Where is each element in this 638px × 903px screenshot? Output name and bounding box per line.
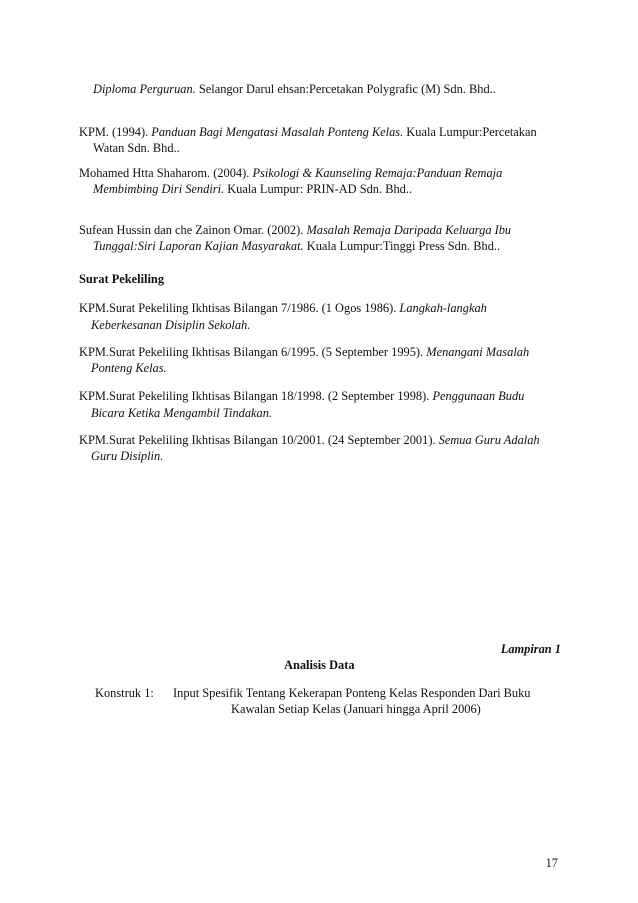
construct-description-line-2: Kawalan Setiap Kelas (Januari hingga April 2006) [231,702,481,716]
circular-citation: KPM.Surat Pekeliling Ikhtisas Bilangan 10/2001. (24 September 2001). [79,433,439,447]
circular-1-line-2 [91,361,167,376]
circular-3-line-2 [91,449,163,464]
reference-2-line-2 [93,182,412,197]
circular-1-line-1 [79,345,529,360]
circular-citation: KPM.Surat Pekeliling Ikhtisas Bilangan 18/1998. (2 September 1998). [79,389,433,403]
reference-2-line-1 [79,166,502,181]
reference-publisher: Kuala Lumpur:Percetakan [403,125,537,139]
circular-title: Penggunaan Budu [432,389,525,403]
circular-0-line-2 [91,318,250,333]
circular-title-cont: Keberkesanan Disiplin Sekolah. [91,318,251,332]
reference-author: Sufean Hussin dan che Zainon Omar. (2002). [79,223,307,237]
circular-0-line-1 [79,301,487,316]
reference-title: Masalah Remaja Daripada Keluarga Ibu [306,223,512,237]
reference-author: KPM. (1994). [79,125,152,139]
circular-citation: KPM.Surat Pekeliling Ikhtisas Bilangan 6/1995. (5 September 1995). [79,345,427,359]
circular-title: Semua Guru Adalah [438,433,540,447]
reference-3-line-1 [79,223,511,238]
reference-1-line-1 [79,125,537,140]
reference-publisher: Selangor Darul ehsan:Percetakan Polygrafic (M) Sdn. Bhd.. [195,82,496,96]
reference-title: Panduan Bagi Mengatasi Masalah Ponteng Kelas. [151,125,404,139]
reference-publisher: Kuala Lumpur:Tinggi Press Sdn. Bhd.. [303,239,501,253]
reference-title-cont: Membimbing Diri Sendiri. [93,182,225,196]
appendix-title: Analisis Data [284,658,355,672]
circular-citation: KPM.Surat Pekeliling Ikhtisas Bilangan 7/1986. (1 Ogos 1986). [79,301,400,315]
page-number: 17 [545,856,558,870]
construct-description-line-1: Input Spesifik Tentang Kekerapan Ponteng Kelas Responden Dari Buku [173,686,531,700]
reference-3-line-2 [93,239,500,254]
circular-2-line-1 [79,389,524,404]
construct-label: Konstruk 1: [95,686,154,700]
section-heading-circulars: Surat Pekeliling [79,272,165,286]
circular-3-line-1 [79,433,540,448]
circular-2-line-2 [91,406,272,421]
circular-title-cont: Guru Disiplin. [91,449,164,463]
reference-0-line-1 [93,82,496,97]
reference-author: Mohamed Htta Shaharom. (2004). [79,166,253,180]
appendix-label: Lampiran 1 [500,642,561,656]
circular-title-cont: Ponteng Kelas. [91,361,167,375]
circular-title-cont: Bicara Ketika Mengambil Tindakan. [91,406,273,420]
reference-title: Diploma Perguruan. [93,82,196,96]
reference-title: Psikologi & Kaunseling Remaja:Panduan Remaja [252,166,503,180]
circular-title: Langkah-langkah [399,301,487,315]
reference-publisher-cont: Watan Sdn. Bhd.. [93,141,180,155]
reference-title-cont: Tunggal:Siri Laporan Kajian Masyarakat. [93,239,304,253]
circular-title: Menangani Masalah [426,345,530,359]
reference-1-line-2 [93,141,180,156]
reference-publisher: Kuala Lumpur: PRIN-AD Sdn. Bhd.. [224,182,413,196]
